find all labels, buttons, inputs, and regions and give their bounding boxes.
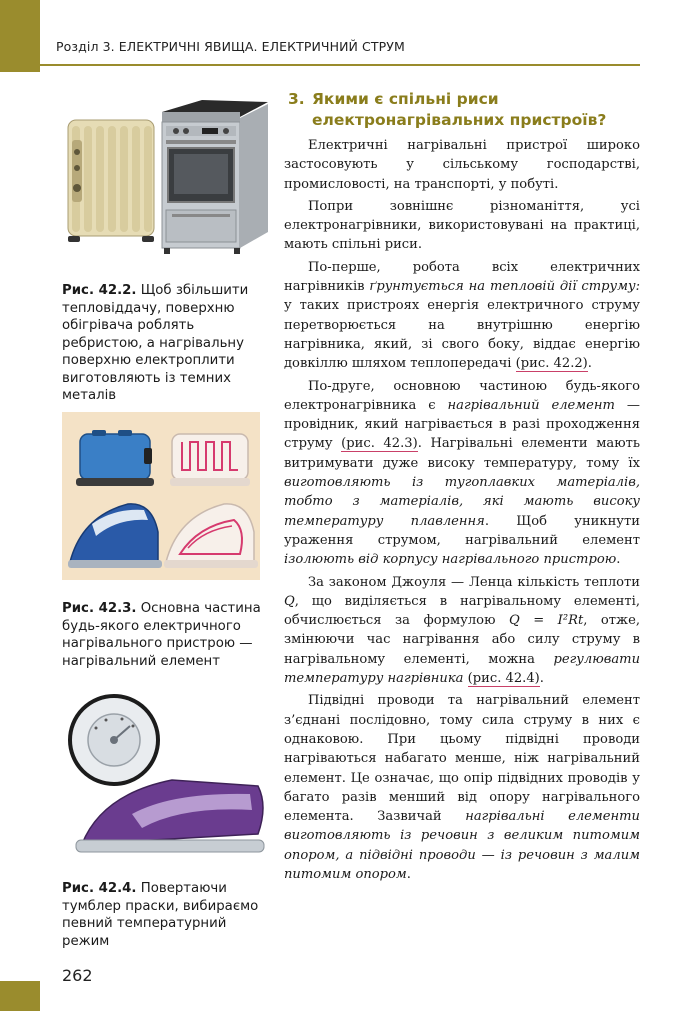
header-accent-block xyxy=(0,0,40,72)
section-title-line1: Якими є спільні риси xyxy=(312,90,499,108)
page-number: 262 xyxy=(62,966,93,985)
figure-ref-42-3[interactable]: (рис. 42.3) xyxy=(341,436,418,452)
footer-accent-block xyxy=(0,981,40,1011)
paragraph: Підвідні проводи та нагрівальний елемент з’єднані послідовно, тому сила струму в них є однаковою. При цьому підвідні проводи нагріваються набагато менше, ніж нагрівальний елемент. Це означає, що опір підвідних проводів у багато разів менший від опору нагрівального елемента. Зазвичай нагрівальні елементи виготовляють із речовин з великим питомим опором, а підвідні проводи — із речовин з малим питомим опором. xyxy=(284,693,640,882)
toaster-element-drawing xyxy=(170,434,250,486)
figure-ref-42-4[interactable]: (рис. 42.4) xyxy=(467,671,540,687)
iron-element-drawing xyxy=(164,504,258,568)
paragraph: Попри зовнішнє різноманіття, усі електронагрівники, використовувані на практиці, мають спільні риси. xyxy=(284,198,640,253)
toaster-image xyxy=(76,430,154,486)
heater-stove-illustration xyxy=(62,92,268,264)
figure-heating-elements xyxy=(62,412,260,580)
iron-image xyxy=(68,504,162,568)
body-text xyxy=(284,136,640,887)
running-header: Розділ 3. ЕЛЕКТРИЧНІ ЯВИЩА. ЕЛЕКТРИЧНИЙ СТРУМ xyxy=(56,39,405,54)
caption-label: Рис. 42.4. xyxy=(62,881,137,896)
section-title-line2: електронагрівальних пристроїв? xyxy=(312,111,607,129)
iron-dial-zoom-image xyxy=(70,696,158,784)
paragraph: Електричні нагрівальні пристрої широко застосовують у сільському господарстві, промисловості, на транспорті, у побуті. xyxy=(284,138,640,192)
electric-stove-image xyxy=(162,100,268,254)
section-number: 3. xyxy=(288,90,305,108)
caption-label: Рис. 42.2. xyxy=(62,283,137,298)
caption-figure-42-4 xyxy=(62,880,272,950)
figure-iron-dial xyxy=(62,694,268,860)
iron-dial-illustration xyxy=(62,694,268,860)
oil-heater-image xyxy=(68,120,154,242)
figure-ref-42-2[interactable]: (рис. 42.2) xyxy=(515,356,588,372)
paragraph: По-перше, робота всіх електричних нагрівників ґрунтується на тепловій дії струму: у таких пристроях енергія електричного струму перетворюється на внутрішню енергію нагрівника, який, зі свого боку, віддає енергію довкіллю шляхом теплопередачі (рис. 42.2). xyxy=(284,259,640,372)
section-heading xyxy=(288,89,648,131)
caption-text: Повертаючи тумблер праски, вибираємо певний температурний режим xyxy=(62,881,259,949)
heating-elements-illustration xyxy=(62,412,260,580)
paragraph: По-друге, основною частиною будь-якого електронагрівника є нагрівальний елемент — провідник, який нагрівається в разі проходження струму (рис. 42.3). Нагрівальні елементи мають витримувати дуже високу температуру, тому їх виготовляють із тугоплавких матеріалів, тобто з матеріалів, які мають високу температуру плавлення. Щоб уникнути ураження струмом, нагрівальний елемент ізолюють від корпусу нагрівального пристрою. xyxy=(284,378,641,568)
caption-text: Щоб збільшити тепловіддачу, поверхню обігрівача роблять ребристою, а нагрівальну поверхню електроплити виготовляють із темних металів xyxy=(62,283,249,403)
header-rule xyxy=(40,64,640,66)
caption-label: Рис. 42.3. xyxy=(62,601,137,616)
caption-figure-42-3 xyxy=(62,600,272,670)
caption-text: Основна частина будь-якого електричного нагрівального пристрою — нагрівальний елемент xyxy=(62,601,261,669)
caption-figure-42-2 xyxy=(62,282,272,405)
paragraph: За законом Джоуля — Ленца кількість теплоти Q, що виділяється в нагрівальному елементі, обчислюється за формулою Q = I²Rt, отже, змінюючи час нагрівання або силу струму в нагрівальному елементі, можна регулювати температуру нагрівника (рис. 42.4). xyxy=(284,574,640,687)
figure-heater-and-stove xyxy=(62,92,268,264)
formula: Q = I²Rt xyxy=(508,613,584,629)
iron-body-image xyxy=(76,780,264,852)
